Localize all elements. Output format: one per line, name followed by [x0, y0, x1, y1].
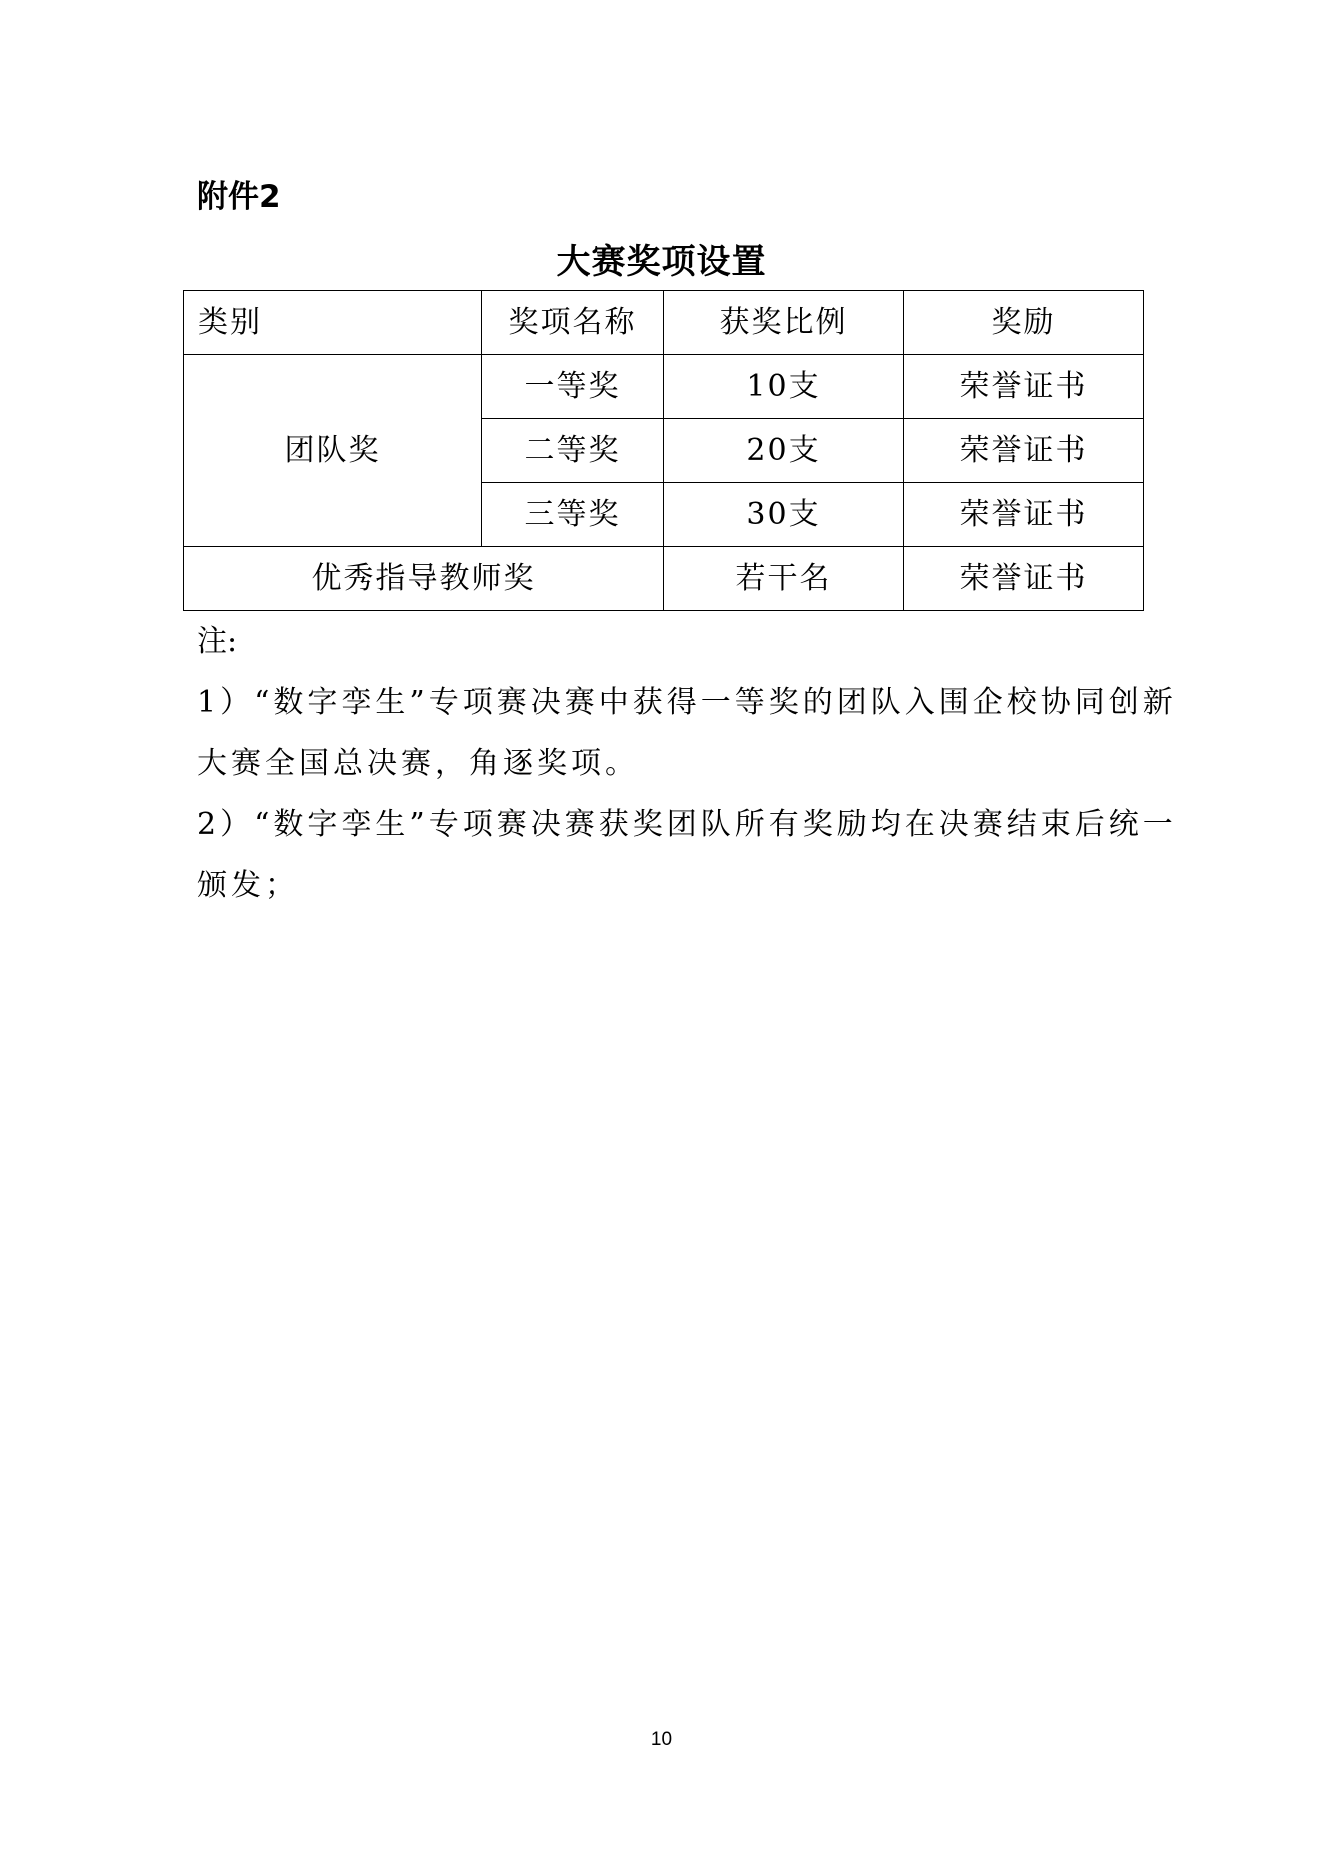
award-name-cell: 三等奖 — [482, 483, 664, 547]
note-line: 颁发； — [197, 868, 299, 903]
note-line: 大赛全国总决赛，角逐奖项。 — [197, 746, 639, 781]
page-title: 大赛奖项设置 — [556, 242, 767, 282]
table-row — [184, 547, 1144, 611]
award-name-cell: 二等奖 — [482, 419, 664, 483]
table-row — [184, 355, 1144, 419]
header-award-name: 奖项名称 — [482, 291, 664, 355]
header-reward: 奖励 — [904, 291, 1144, 355]
note-line: 1）“数字孪生”专项赛决赛中获得一等奖的团队入围企校协同创新 — [197, 685, 1177, 720]
notes-section — [197, 622, 1177, 916]
award-ratio-cell: 30支 — [664, 483, 904, 547]
page-number: 10 — [650, 1729, 673, 1750]
note-line: 2）“数字孪生”专项赛决赛获奖团队所有奖励均在决赛结束后统一 — [197, 807, 1177, 842]
award-reward-cell: 荣誉证书 — [904, 355, 1144, 419]
teacher-award-reward: 荣誉证书 — [904, 547, 1144, 611]
notes-heading: 注: — [197, 624, 238, 659]
header-category: 类别 — [184, 291, 482, 355]
header-ratio: 获奖比例 — [664, 291, 904, 355]
team-award-category: 团队奖 — [184, 355, 482, 547]
award-reward-cell: 荣誉证书 — [904, 419, 1144, 483]
teacher-award-ratio: 若干名 — [664, 547, 904, 611]
award-name-cell: 一等奖 — [482, 355, 664, 419]
teacher-award-name: 优秀指导教师奖 — [184, 547, 664, 611]
table-header-row — [184, 291, 1144, 355]
award-settings-table — [183, 290, 1144, 611]
award-ratio-cell: 20支 — [664, 419, 904, 483]
award-ratio-cell: 10支 — [664, 355, 904, 419]
attachment-label: 附件2 — [197, 179, 281, 215]
award-reward-cell: 荣誉证书 — [904, 483, 1144, 547]
